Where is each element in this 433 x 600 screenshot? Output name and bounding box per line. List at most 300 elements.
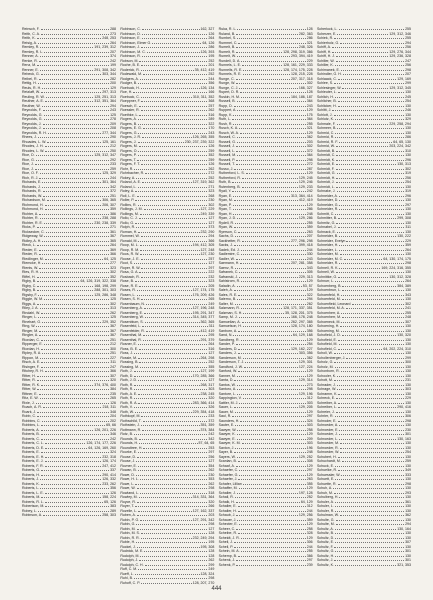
entry-pages: 247, 412: [102, 463, 116, 468]
entry-pages: 366: [306, 553, 313, 558]
entry-name: Schneider, L.: [316, 247, 338, 252]
entry-pages: 287: [306, 166, 313, 171]
entry-pages: 243: [110, 108, 116, 112]
entry-name: Russell, B.: [218, 99, 236, 103]
entry-name: Ridgeway, W.: [22, 234, 44, 238]
entry-pages: 129, 162, 227: [290, 346, 313, 351]
dot-leader: [237, 437, 306, 440]
entry-pages: 175: [306, 112, 313, 117]
entry-name: Schaller, J.: [218, 490, 237, 495]
entry-pages: 128, 324: [200, 571, 215, 576]
entry-pages: 265: [208, 297, 215, 301]
entry-pages: 313: [110, 306, 116, 310]
dot-leader: [138, 122, 207, 125]
entry-name: Richter, A.: [22, 211, 39, 216]
entry-name: Roberts, R. L.: [22, 499, 44, 504]
entry-pages: 130: [405, 369, 411, 373]
dot-leader: [44, 234, 109, 237]
entry-pages: 130: [405, 535, 411, 540]
dot-leader: [335, 464, 404, 467]
entry-name: Schoenherr, M.: [316, 315, 342, 319]
dot-leader: [140, 252, 199, 255]
entry-pages: 321: [306, 126, 313, 130]
dot-leader: [138, 230, 199, 233]
entry-name: Ryan, H.: [218, 211, 233, 216]
dot-leader: [339, 428, 404, 431]
entry-name: Sauer, L.: [218, 405, 233, 409]
dot-leader: [42, 419, 110, 422]
entry-pages: 130: [405, 382, 411, 387]
entry-pages: 243: [208, 130, 215, 135]
entry-pages: 273: [306, 382, 313, 387]
dot-leader: [235, 221, 306, 224]
dot-leader: [338, 99, 404, 102]
entry-pages: 170, 285, 366: [192, 373, 215, 378]
entry-name: Roberts, E. H.: [22, 454, 45, 459]
dot-leader: [40, 356, 109, 359]
entry-pages: 245: [405, 94, 411, 99]
entry-pages: 244: [306, 508, 313, 513]
dot-leader: [239, 126, 306, 129]
entry-name: Roll, L. E.: [120, 193, 136, 198]
entry-name: Robinson, A.: [22, 513, 43, 517]
entry-pages: 297, 313: [102, 90, 116, 94]
dot-leader: [338, 405, 396, 408]
entry-pages: 126, 174: [102, 459, 116, 463]
dot-leader: [142, 27, 200, 30]
entry-name: Rosen, S. H.: [120, 297, 141, 301]
dot-leader: [336, 270, 404, 273]
entry-name: Sandberg, R.: [218, 337, 240, 342]
entry-name: Roche, B. E.: [120, 63, 141, 67]
entry-pages: 273: [110, 31, 116, 36]
dot-leader: [45, 257, 103, 260]
entry-pages: 166, 178, 248: [290, 315, 313, 319]
entry-pages: 312, 351, 364: [94, 99, 116, 103]
entry-name: Roth, R.: [120, 396, 134, 400]
entry-pages: 64, 129: [300, 499, 313, 504]
dot-leader: [341, 311, 404, 314]
entry-name: Rose, R. E.: [120, 283, 139, 288]
entry-pages: 258: [306, 427, 313, 432]
entry-pages: 244: [110, 175, 116, 180]
entry-name: Rummel, C.: [218, 40, 238, 45]
entry-pages: 303, 356: [298, 351, 313, 355]
entry-pages: 359: [306, 517, 313, 522]
entry-name: Rueff, L.: [120, 571, 134, 576]
entry-pages: 129: [306, 130, 313, 135]
entry-name: Scanlan, B.: [218, 459, 237, 463]
entry-name: Robbins, C.: [22, 418, 41, 423]
entry-pages: 212: [110, 144, 116, 148]
entry-name: Scherzer, E.: [316, 31, 337, 36]
entry-name: Riley, J. A.: [22, 306, 39, 310]
entry-pages: 251: [110, 351, 116, 355]
dot-leader: [234, 378, 297, 381]
entry-pages: 308: [306, 459, 313, 463]
entry-pages: 247: [405, 58, 411, 63]
entry-name: Schein, M. A.: [218, 549, 240, 553]
dot-leader: [142, 36, 208, 39]
entry-name: Sappington, V.: [218, 396, 242, 400]
entry-pages: 356: [306, 328, 313, 333]
entry-pages: 129, 252: [298, 454, 313, 459]
entry-name: Reuther, W.: [22, 103, 41, 108]
dot-leader: [139, 360, 207, 363]
entry-name: Roberts, C.: [22, 436, 40, 441]
entry-pages: 222: [208, 270, 215, 274]
dot-leader: [36, 324, 109, 327]
dot-leader: [342, 333, 396, 336]
entry-pages: 373: [208, 225, 215, 229]
entry-name: Scholz, M.: [316, 364, 334, 369]
entry-name: Roland, A. E.: [120, 180, 142, 184]
entry-pages: 130: [405, 184, 411, 189]
entry-pages: 316: [208, 112, 215, 117]
entry-pages: 330: [306, 252, 313, 256]
entry-pages: 264: [405, 247, 411, 252]
dot-leader: [40, 171, 102, 174]
entry-pages: 127: [208, 261, 215, 265]
entry-name: Schrage, W.: [316, 387, 337, 391]
entry-name: Schaller, H.: [218, 508, 237, 513]
entry-name: Roth, J.: [120, 369, 133, 373]
entry-name: Roberts, L. E.: [22, 490, 44, 495]
entry-pages: 328: [306, 531, 313, 535]
entry-pages: 303: [306, 423, 313, 427]
entry-pages: 319: [405, 171, 411, 175]
entry-name: Sattler, M. J.: [218, 400, 239, 405]
entry-pages: 209: [306, 436, 313, 441]
entry-name: Rittner, E.: [22, 391, 38, 396]
dot-leader: [235, 410, 306, 413]
entry-name: Rebeck, G.: [22, 72, 40, 76]
entry-pages: 366: [110, 252, 116, 256]
entry-pages: 130: [405, 454, 411, 459]
entry-pages: 259: [208, 148, 215, 153]
entry-name: Rowland, L.: [120, 490, 140, 495]
dot-leader: [141, 95, 192, 98]
entry-name: Schmidt, C.: [316, 153, 336, 157]
entry-pages: 235: [110, 391, 116, 396]
entry-pages: 129, 205: [298, 405, 313, 409]
dot-leader: [39, 329, 109, 332]
dot-leader: [133, 90, 207, 93]
entry-pages: 130: [405, 337, 411, 342]
entry-pages: 241: [405, 306, 411, 310]
entry-name: Renner, E.: [22, 67, 39, 72]
entry-pages: 263: [306, 477, 313, 481]
entry-name: Schneider, R.: [316, 207, 339, 211]
entry-name: Ruskin, H. M.: [218, 94, 240, 99]
entry-name: Rowe, L.: [120, 481, 135, 486]
entry-name: Rush, R.: [218, 121, 233, 126]
entry-pages: 129: [306, 486, 313, 490]
dot-leader: [339, 140, 392, 143]
entry-name: Rhodes, J. H.: [22, 144, 44, 148]
entry-pages: 205: [208, 283, 215, 288]
index-column-2: [120, 27, 215, 585]
entry-name: Schiek, R.: [316, 36, 334, 40]
entry-name: Rounds, H.: [120, 441, 139, 445]
entry-name: Roth, W.: [120, 409, 134, 414]
entry-pages: 206, 307: [102, 202, 116, 207]
dot-leader: [41, 32, 109, 35]
entry-name: Rowe, H. L.: [120, 477, 139, 481]
entry-name: Sauter, E.: [218, 423, 235, 427]
dot-leader: [44, 113, 110, 116]
dot-leader: [239, 270, 305, 273]
index-column-3: [219, 27, 313, 572]
entry-pages: 262: [208, 481, 215, 486]
entry-name: Schiff, H. J.: [316, 54, 336, 58]
entry-name: Schreiber, L.: [316, 405, 337, 409]
entry-name: Rosenfelder, R.: [120, 328, 145, 333]
dot-leader: [137, 486, 208, 489]
entry-pages: 320: [110, 378, 116, 382]
entry-pages: 246: [405, 108, 411, 112]
dot-leader: [335, 527, 396, 530]
entry-pages: 209: [110, 121, 116, 126]
entry-pages: 35, 412, 419: [194, 67, 215, 72]
entry-name: Roth, R. A.: [120, 400, 138, 405]
entry-name: Schmidt, K.: [316, 157, 336, 162]
entry-name: Schmeer, B.: [316, 126, 337, 130]
dot-leader: [233, 212, 305, 215]
dot-leader: [241, 248, 306, 251]
dot-leader: [136, 176, 207, 179]
entry-name: Ruland, B.: [218, 31, 236, 36]
entry-pages: 252: [208, 360, 215, 364]
dot-leader: [338, 468, 404, 471]
entry-name: Ryan, M.: [218, 198, 233, 202]
dot-leader: [346, 306, 404, 309]
entry-name: Schmid, C.: [316, 130, 335, 135]
entry-pages: 297: [405, 202, 411, 207]
dot-leader: [39, 266, 109, 269]
entry-pages: 168, 198, 299: [94, 283, 116, 288]
entry-pages: 294: [110, 103, 116, 108]
entry-pages: 129, 256: [298, 513, 313, 517]
dot-leader: [243, 68, 282, 71]
entry-pages: 233, 262: [102, 481, 116, 486]
entry-pages: 298: [306, 157, 313, 162]
dot-leader: [336, 176, 404, 179]
entry-name: Schoening, H.: [316, 324, 340, 328]
dot-leader: [342, 459, 404, 462]
entry-pages: 310, 311, 352: [192, 94, 215, 99]
dot-leader: [41, 482, 101, 485]
entry-name: Russell, T.: [218, 162, 235, 166]
entry-name: Schlesinger, W.: [316, 85, 342, 90]
entry-name: Rowe, D.: [120, 472, 135, 477]
dot-leader: [338, 482, 405, 485]
entry-name: Ryan, E.: [218, 193, 233, 198]
entry-name: Roberts, E.: [22, 450, 40, 454]
dot-leader: [140, 477, 208, 480]
entry-name: Roeppner, F.: [120, 99, 141, 103]
entry-pages: 301, 364: [102, 180, 116, 184]
entry-pages: 298: [208, 522, 215, 526]
dot-leader: [39, 248, 110, 251]
dot-leader: [340, 441, 404, 444]
dot-leader: [138, 378, 207, 381]
entry-name: Schoenfield, Leonard: [316, 301, 351, 306]
entry-name: Ringer, L.: [22, 315, 38, 319]
dot-leader: [237, 374, 306, 377]
entry-name: Richards, E.: [22, 180, 42, 184]
entry-name: Schoening, M.: [316, 328, 340, 333]
entry-pages: 229, 352: [102, 319, 116, 324]
entry-pages: 262: [208, 166, 215, 171]
entry-name: Roper, R. W.: [120, 265, 141, 270]
dot-leader: [41, 432, 109, 435]
dot-leader: [235, 423, 306, 426]
entry-pages: 130: [405, 351, 411, 355]
entry-pages: 359: [110, 207, 116, 211]
dot-leader: [136, 473, 207, 476]
entry-name: Schnittke, G.: [316, 274, 338, 279]
entry-pages: 366: [110, 369, 116, 373]
entry-pages: 271: [110, 225, 116, 229]
entry-pages: 128: [208, 531, 215, 535]
dot-leader: [338, 392, 404, 395]
entry-pages: 306, 365: [102, 198, 116, 202]
dot-leader: [241, 279, 306, 282]
dot-leader: [44, 221, 93, 224]
dot-leader: [342, 86, 388, 89]
entry-pages: 229, 258, 294: [389, 121, 411, 126]
dot-leader: [336, 185, 404, 188]
dot-leader: [141, 536, 192, 539]
entry-name: Rhoades, L. W.: [22, 139, 47, 144]
entry-name: Ruben, A.: [120, 513, 136, 517]
dot-leader: [338, 347, 382, 350]
dot-leader: [142, 32, 208, 35]
entry-name: Schauer, J.: [218, 517, 237, 522]
entry-name: Riedlinger, M.: [22, 256, 44, 261]
dot-leader: [134, 405, 208, 408]
entry-name: Rowe, W.: [120, 486, 136, 490]
dot-leader: [242, 320, 290, 323]
entry-pages: 367: [110, 328, 116, 333]
dot-leader: [335, 549, 404, 552]
entry-pages: 294: [306, 297, 313, 301]
entry-pages: 127: [208, 351, 215, 355]
entry-pages: 252: [208, 175, 215, 180]
dot-leader: [239, 473, 305, 476]
index-column-1: [22, 27, 116, 572]
entry-pages: 255: [405, 27, 411, 31]
entry-name: Schneider, G.: [316, 202, 339, 207]
entry-pages: 255: [306, 220, 313, 225]
entry-name: Russell, J.: [218, 144, 236, 148]
entry-pages: 130, 222: [397, 234, 411, 238]
dot-leader: [137, 455, 207, 458]
entry-pages: 162, 327: [200, 27, 215, 31]
entry-pages: 323: [208, 189, 215, 193]
dot-leader: [241, 306, 282, 309]
entry-pages: 278: [110, 117, 116, 121]
entry-pages: 365: [110, 238, 116, 243]
dot-leader: [235, 266, 306, 269]
dot-leader: [141, 86, 200, 89]
entry-name: Russo, J.: [218, 166, 234, 171]
dot-leader: [47, 198, 101, 201]
entry-name: Sawyer, K. M.: [218, 441, 241, 445]
dot-leader: [44, 297, 109, 300]
dot-leader: [141, 234, 208, 237]
dot-leader: [143, 446, 207, 449]
entry-name: Sayers, W.: [218, 454, 236, 459]
entry-pages: 251: [110, 337, 116, 342]
entry-name: Rosa, G. A.: [120, 270, 139, 274]
dot-leader: [332, 108, 404, 111]
entry-pages: 289: [110, 508, 116, 513]
entry-pages: 130: [405, 220, 411, 225]
dot-leader: [134, 383, 199, 386]
entry-pages: 324: [306, 418, 313, 423]
dot-leader: [335, 536, 404, 539]
entry-name: Schenk, P.: [218, 562, 236, 567]
dot-leader: [340, 324, 404, 327]
entry-pages: 129, 314: [298, 378, 313, 382]
entry-pages: 130: [405, 328, 411, 333]
entry-pages: 129, 246: [298, 180, 313, 184]
entry-name: Roberts, H.: [22, 472, 40, 477]
entry-name: Sadek, Ed. J.: [218, 247, 240, 252]
dot-leader: [237, 27, 305, 30]
dot-leader: [236, 527, 306, 530]
entry-name: Santoro, A.: [218, 387, 237, 391]
entry-name: Schonborn, R.: [316, 369, 340, 373]
dot-leader: [137, 293, 192, 296]
dot-leader: [134, 261, 207, 264]
entry-name: Schnack, E.: [316, 229, 336, 234]
dot-leader: [35, 167, 109, 170]
entry-name: Sacks, J.: [218, 243, 234, 247]
entry-name: Rozelle, L.: [120, 508, 138, 513]
entry-pages: 229, 313: [298, 274, 313, 279]
entry-name: Ryerson, C.: [218, 229, 238, 234]
entry-name: Rosbach, R.: [120, 274, 140, 279]
entry-name: Riordan, C.: [22, 337, 40, 342]
entry-name: Schmid, W.: [316, 144, 335, 148]
entry-name: Schmitt, C.: [316, 211, 335, 216]
entry-name: Ritter, R.: [22, 378, 36, 382]
entry-name: Schoenherr, A.: [316, 310, 341, 315]
entry-pages: 312: [306, 504, 313, 508]
entry-name: Roe, H.: [120, 90, 133, 94]
dot-leader: [340, 450, 404, 453]
dot-leader: [238, 347, 290, 350]
entry-name: Schulte, G.: [316, 517, 335, 522]
entry-name: Schmidt, H.: [316, 175, 336, 180]
dot-leader: [41, 311, 109, 314]
entry-name: Sahlstrom, R.: [218, 279, 241, 283]
dot-leader: [39, 212, 109, 215]
dot-leader: [238, 459, 306, 462]
dot-leader: [143, 419, 208, 422]
entry-pages: 374: [110, 54, 116, 58]
entry-name: Schofield, E.: [316, 337, 337, 342]
entry-pages: 271: [208, 184, 215, 189]
entry-name: Schnell, W.: [316, 270, 335, 274]
entry-pages: 355: [208, 364, 215, 369]
entry-name: Roebuck, C.: [120, 94, 140, 99]
dot-leader: [336, 153, 404, 156]
dot-leader: [139, 441, 197, 444]
